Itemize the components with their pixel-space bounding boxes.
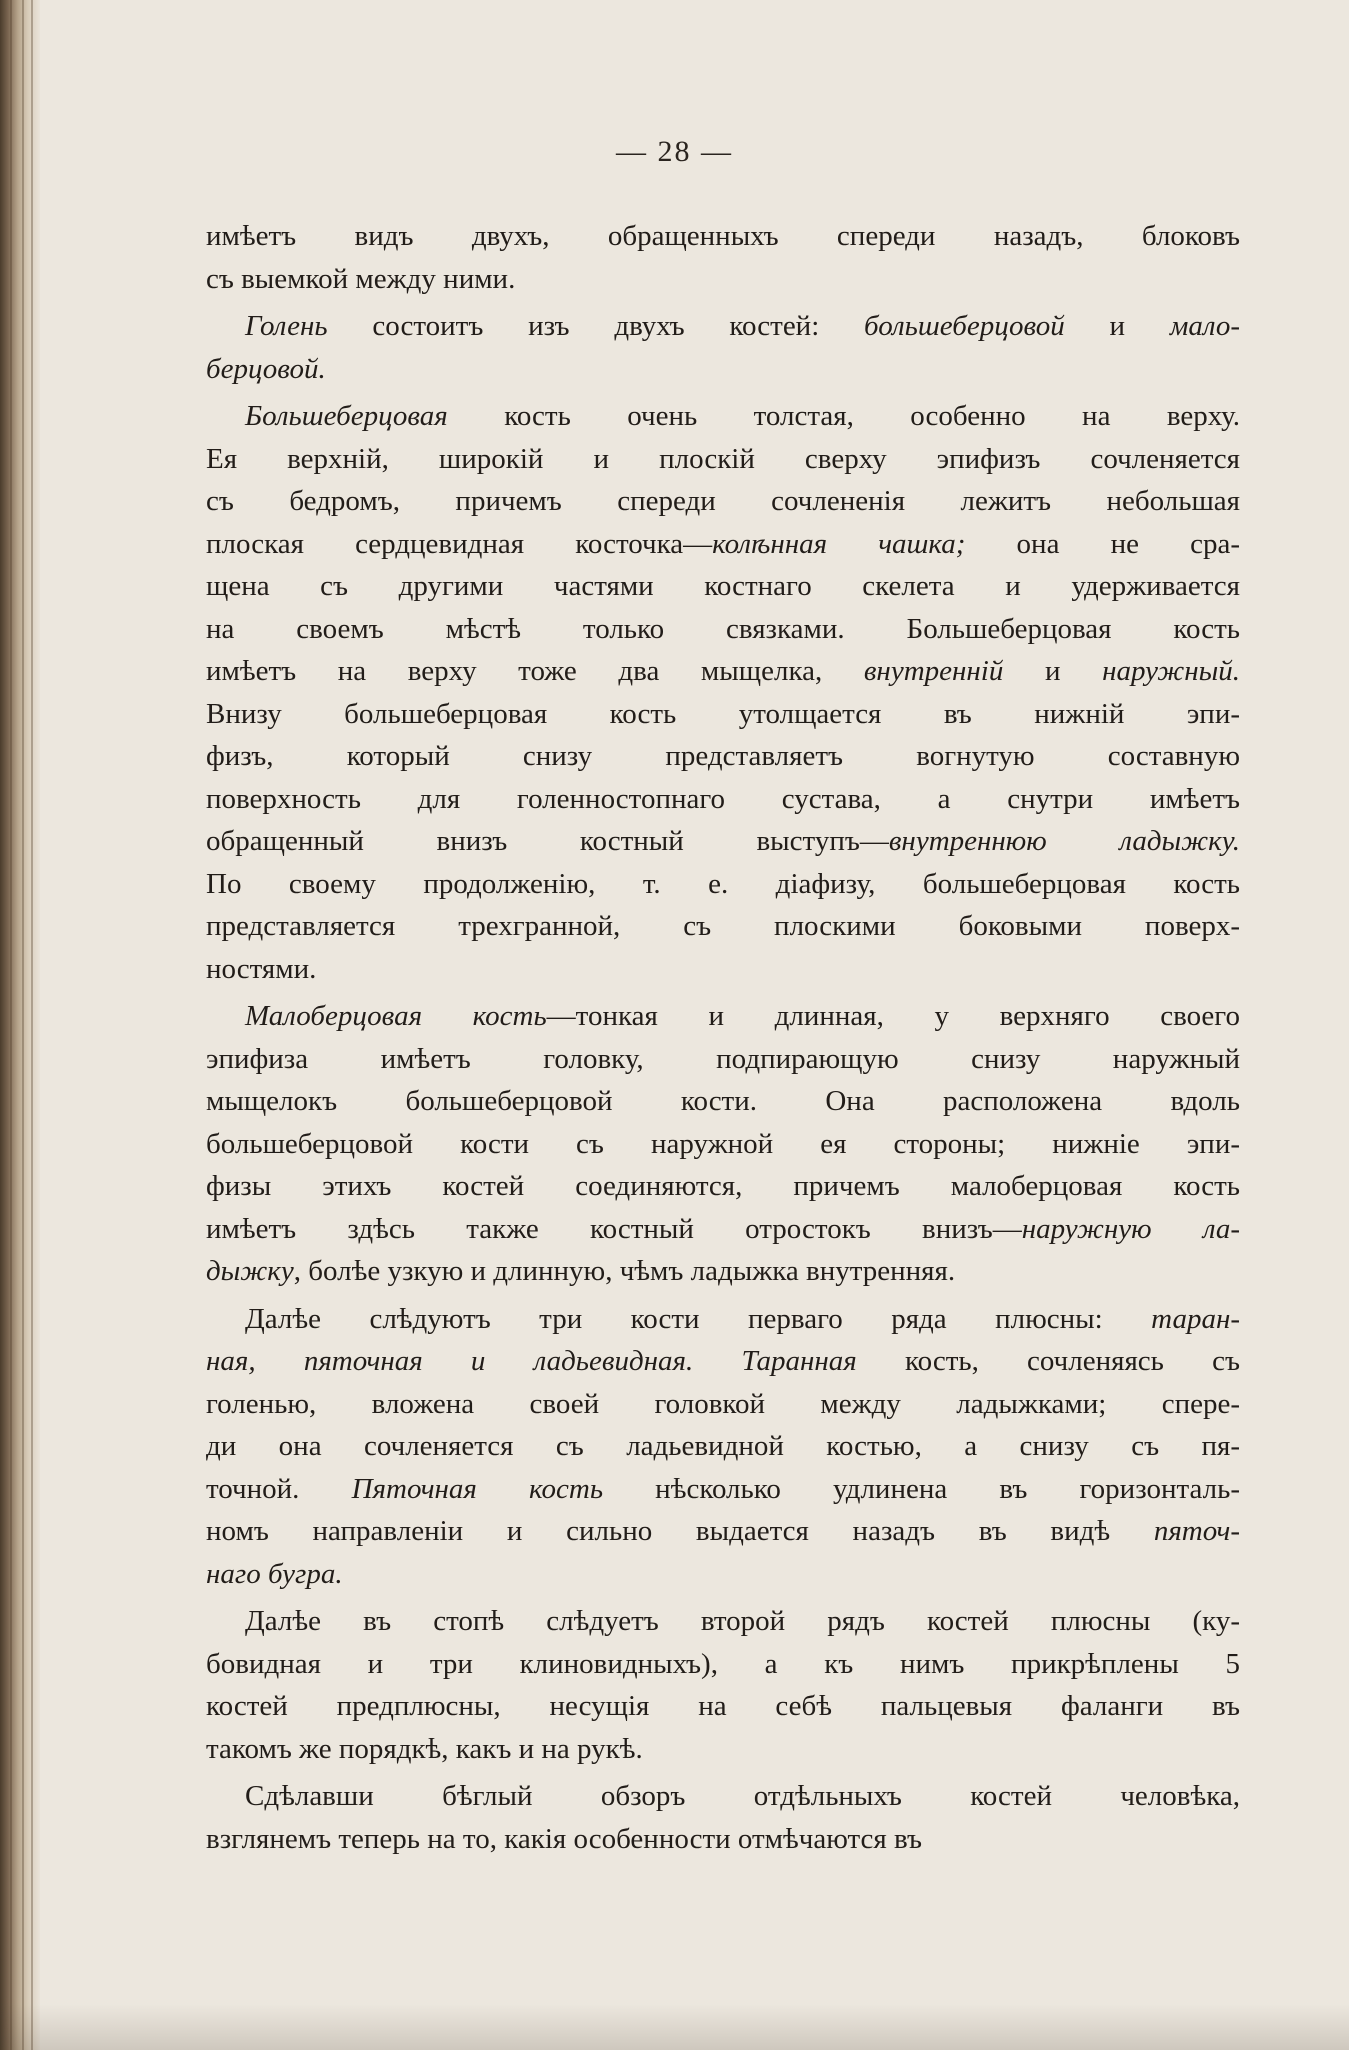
text-line	[206, 305, 1240, 348]
text-line	[206, 215, 1240, 258]
paragraph	[206, 995, 1240, 1293]
page-body-text	[206, 215, 1240, 1860]
text-run: мыщелокъ большеберцовой кости. Она расположена вдоль	[206, 1085, 1240, 1117]
text-line	[206, 1600, 1240, 1643]
text-run: Далѣе въ стопѣ слѣдуетъ второй рядъ костей плюсны (ку-	[245, 1605, 1240, 1637]
text-run: взглянемъ теперь на то, какiя особенности отмѣчаются въ	[206, 1822, 922, 1855]
text-run: съ бедромъ, причемъ спереди сочлененiя лежитъ небольшая	[206, 485, 1240, 517]
text-line	[206, 565, 1240, 608]
binding-line	[31, 0, 33, 2050]
text-line	[206, 693, 1240, 736]
text-line	[206, 1340, 1240, 1383]
italic-text-run: внутреннiй	[863, 655, 1004, 687]
text-run: ди она сочленяется съ ладьевидной костью, а снизу съ пя-	[206, 1430, 1240, 1462]
text-run: точной.	[206, 1472, 352, 1505]
text-line	[206, 523, 1240, 566]
paragraph	[206, 395, 1240, 990]
text-line	[206, 778, 1240, 821]
text-run: Ея верхнiй, широкiй и плоскiй сверху эпифизъ сочленяется	[206, 442, 1240, 475]
text-line	[206, 1123, 1240, 1166]
text-line	[206, 438, 1240, 481]
paragraph	[206, 1600, 1240, 1770]
text-line	[206, 1553, 1240, 1596]
text-run: поверхность для голенностопнаго сустава, а снутри имѣетъ	[206, 782, 1240, 815]
italic-text-run: наружный.	[1102, 655, 1240, 687]
text-run: она не сра-	[965, 527, 1240, 560]
text-run: костей предплюсны, несущiя на себѣ пальцевыя фаланги въ	[206, 1690, 1240, 1722]
text-run: обращенный внизъ костный выступъ—	[206, 825, 889, 857]
text-run: физы этихъ костей соединяются, причемъ малоберцовая кость	[206, 1170, 1240, 1202]
text-run: кость, сочленяясь съ	[856, 1345, 1240, 1377]
text-run: и	[1003, 655, 1103, 687]
text-run: состоитъ изъ двухъ костей:	[327, 310, 865, 342]
italic-text-run: берцовой.	[206, 352, 326, 385]
italic-text-run: Пяточная кость	[351, 1472, 604, 1505]
text-line	[206, 1775, 1240, 1818]
text-line	[206, 735, 1240, 778]
page-bottom-shadow	[0, 2004, 1349, 2050]
text-run: имѣетъ видъ двухъ, обращенныхъ спереди назадъ, блоковъ	[206, 220, 1240, 252]
text-line	[206, 608, 1240, 651]
italic-text-run: наго бугра.	[206, 1557, 343, 1590]
text-line	[206, 1728, 1240, 1771]
text-line	[206, 905, 1240, 948]
paragraph	[206, 1298, 1240, 1596]
binding-line	[10, 0, 12, 2050]
text-run: такомъ же порядкѣ, какъ и на рукѣ.	[206, 1732, 643, 1765]
text-run: голенью, вложена своей головкой между ладыжками; спере-	[206, 1387, 1240, 1420]
text-line	[206, 948, 1240, 991]
text-line	[206, 1250, 1240, 1293]
italic-text-run: Большеберцовая	[245, 400, 448, 432]
italic-text-run: колѣнная чашка;	[712, 527, 966, 560]
text-line	[206, 1038, 1240, 1081]
page-number: — 28 —	[616, 135, 733, 168]
text-run: физъ, который снизу представляетъ вогнутую составную	[206, 740, 1240, 772]
text-run: на своемъ мѣстѣ только связками. Большеберцовая кость	[206, 612, 1240, 645]
text-run: бовидная и три клиновидныхъ), а къ нимъ прикрѣплены 5	[206, 1647, 1240, 1680]
italic-text-run: мало-	[1169, 310, 1240, 342]
text-run: , болѣе узкую и длинную, чѣмъ ладыжка внутренняя.	[293, 1255, 956, 1287]
text-line	[206, 863, 1240, 906]
text-run: —тонкая и длинная, у верхняго своего	[546, 1000, 1240, 1032]
text-line	[206, 1468, 1240, 1511]
italic-text-run: внутреннюю ладыжку.	[888, 825, 1240, 857]
book-binding-edge	[0, 0, 40, 2050]
text-line	[206, 395, 1240, 438]
text-line	[206, 1080, 1240, 1123]
text-run: большеберцовой кости съ наружной ея стороны; нижнiе эпи-	[206, 1127, 1240, 1160]
text-run: кость очень толстая, особенно на верху.	[447, 400, 1240, 432]
text-line	[206, 995, 1240, 1038]
text-run: щена съ другими частями костнаго скелета и удерживается	[206, 570, 1240, 602]
text-line	[206, 348, 1240, 391]
text-run: Внизу большеберцовая кость утолщается въ нижнiй эпи-	[206, 697, 1240, 730]
italic-text-run: ная, пяточная и ладьевидная. Таранная	[206, 1345, 857, 1377]
paragraph	[206, 215, 1240, 300]
text-run: съ выемкой между ними.	[206, 262, 516, 295]
text-line	[206, 1818, 1240, 1861]
text-line	[206, 1643, 1240, 1686]
text-line	[206, 1208, 1240, 1251]
text-run: имѣетъ на верху тоже два мыщелка,	[206, 655, 864, 687]
italic-text-run: наружную ла-	[1021, 1212, 1240, 1245]
text-line	[206, 258, 1240, 301]
text-run: По своему продолженiю, т. е. дiафизу, большеберцовая кость	[206, 867, 1240, 900]
paragraph	[206, 305, 1240, 390]
paragraph	[206, 1775, 1240, 1860]
text-run: плоская сердцевидная косточка—	[206, 527, 713, 560]
italic-text-run: Голень	[245, 310, 328, 342]
text-run: и	[1064, 310, 1170, 342]
text-run: Сдѣлавши бѣглый обзоръ отдѣльныхъ костей человѣка,	[245, 1780, 1240, 1812]
text-line	[206, 650, 1240, 693]
italic-text-run: дыжку	[206, 1255, 294, 1287]
text-run: ностями.	[206, 952, 317, 985]
text-line	[206, 480, 1240, 523]
text-run: номъ направленiи и сильно выдается назадъ въ видѣ	[206, 1515, 1154, 1547]
italic-text-run: таран-	[1151, 1302, 1240, 1335]
italic-text-run: пяточ-	[1153, 1515, 1240, 1547]
text-line	[206, 820, 1240, 863]
text-line	[206, 1425, 1240, 1468]
italic-text-run: большеберцовой	[864, 310, 1065, 342]
binding-line	[22, 0, 24, 2050]
text-run: эпифиза имѣетъ головку, подпирающую снизу наружный	[206, 1042, 1240, 1075]
text-run: нѣсколько удлинена въ горизонталь-	[603, 1472, 1241, 1505]
text-line	[206, 1510, 1240, 1553]
text-run: Далѣе слѣдуютъ три кости перваго ряда плюсны:	[245, 1302, 1152, 1335]
text-line	[206, 1165, 1240, 1208]
italic-text-run: Малоберцовая кость	[245, 1000, 547, 1032]
text-line	[206, 1298, 1240, 1341]
text-line	[206, 1383, 1240, 1426]
text-run: имѣетъ здѣсь также костный отростокъ внизъ—	[206, 1212, 1022, 1245]
text-run: представляется трехгранной, съ плоскими боковыми поверх-	[206, 910, 1240, 942]
text-line	[206, 1685, 1240, 1728]
